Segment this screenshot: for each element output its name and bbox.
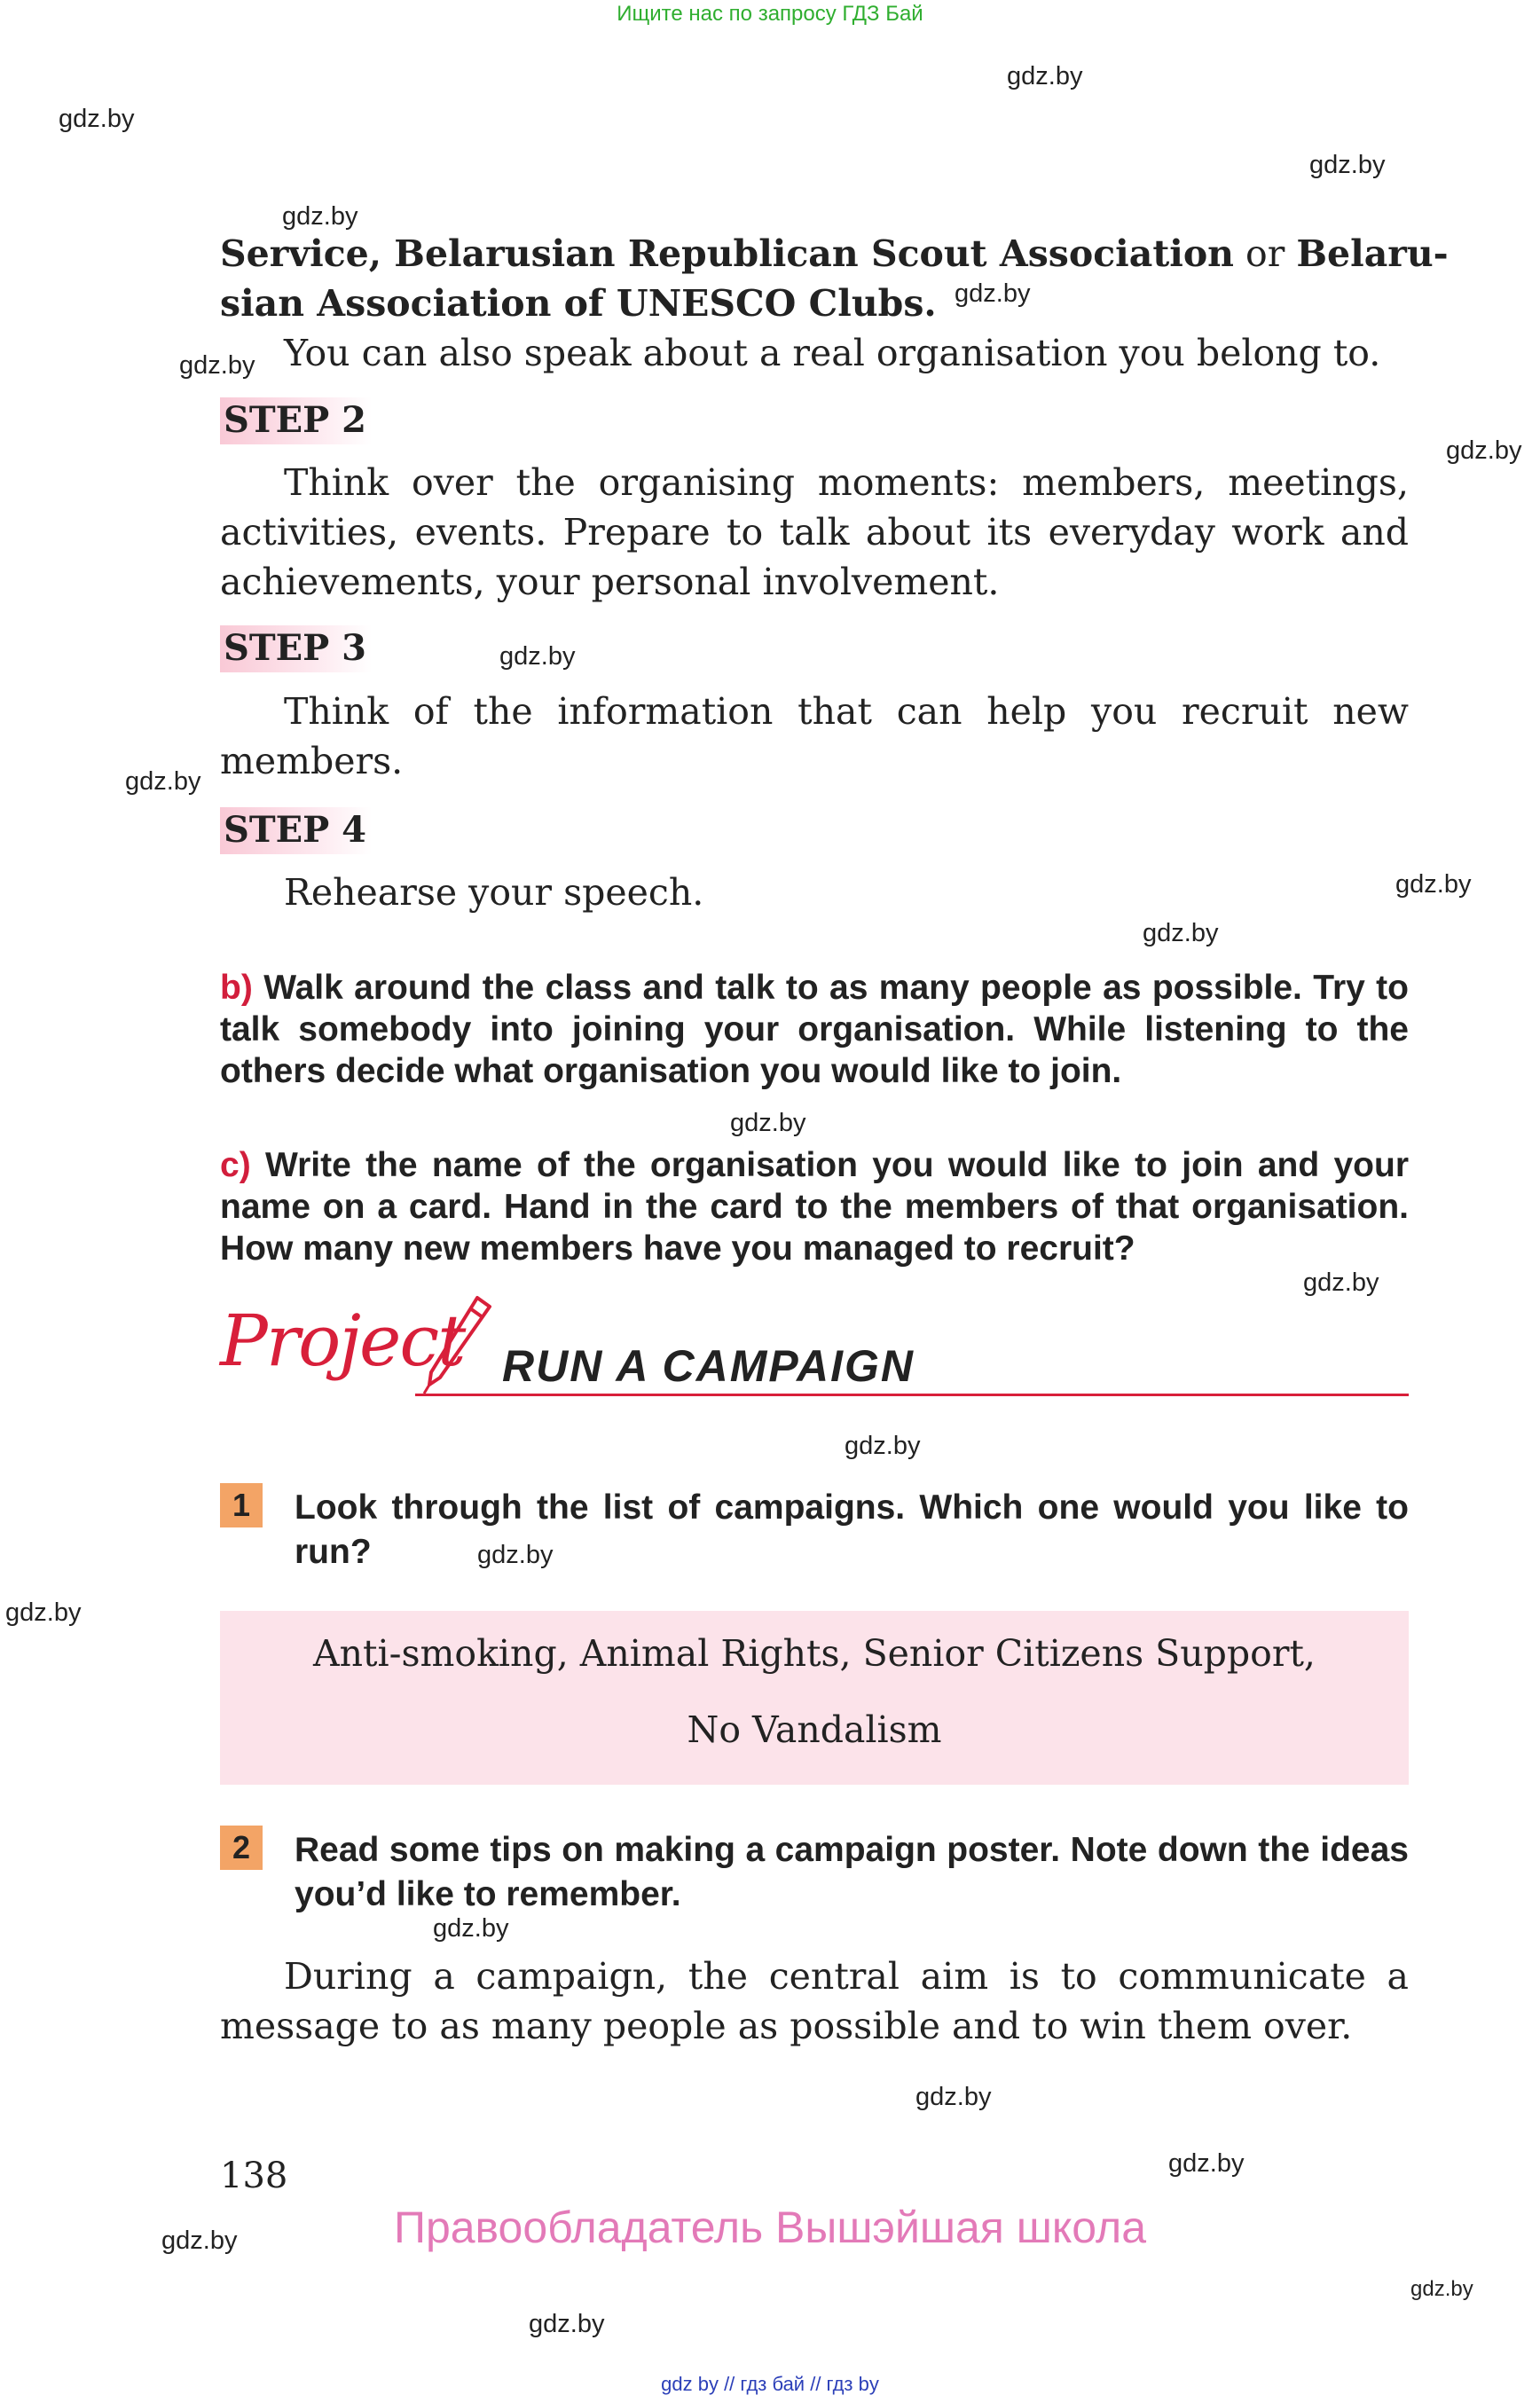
intro-bold-b: Belaru-	[1296, 232, 1449, 275]
intro-or: or	[1245, 232, 1285, 275]
watermark: gdz.by	[529, 2310, 605, 2338]
watermark: gdz.by	[282, 202, 358, 231]
watermark: gdz.by	[1395, 870, 1472, 899]
watermark: gdz.by	[1143, 919, 1219, 947]
watermark: gdz.by	[845, 1432, 921, 1460]
watermark: gdz.by	[161, 2226, 238, 2255]
watermark: gdz.by	[59, 105, 135, 133]
closing-paragraph: During a campaign, the central aim is to communicate a message to as many people as possible and to win them over.	[220, 1955, 1409, 2047]
intro-line-1	[220, 229, 1449, 279]
page-number: 138	[220, 2156, 288, 2196]
watermark: gdz.by	[5, 1598, 82, 1627]
exercise-2-number: 2	[220, 1826, 263, 1870]
project-word: Project	[220, 1300, 465, 1382]
project-underline	[415, 1394, 1409, 1396]
watermark: gdz.by	[179, 351, 255, 380]
watermark: gdz.by	[433, 1914, 509, 1943]
pen-icon	[415, 1292, 495, 1399]
watermark: gdz.by	[955, 279, 1031, 308]
task-b-text: Walk around the class and talk to as many people as possible. Try to talk somebody into joining your organisation. While listening to the others decide what organisation you would like to join.	[220, 969, 1409, 1090]
watermark: gdz.by	[1007, 62, 1083, 90]
intro-bold-a: Service, Belarusian Republican Scout Association	[220, 232, 1234, 275]
task-b-letter: b)	[220, 969, 253, 1007]
task-c-letter: c)	[220, 1146, 251, 1184]
watermark: gdz.by	[477, 1541, 554, 1569]
watermark: gdz.by	[1410, 2277, 1473, 2301]
watermark: gdz.by	[499, 642, 576, 671]
step-2-text: Think over the organising moments: members, meetings, activities, events. Prepare to talk about its everyday work and achievements, your personal involvement.	[220, 461, 1409, 603]
intro-line-2: sian Association of UNESCO Clubs.	[220, 282, 937, 325]
step-3-text: Think of the information that can help you recruit new members.	[220, 690, 1409, 782]
intro-line-3: You can also speak about a real organisation you belong to.	[284, 332, 1381, 374]
watermark: gdz.by	[915, 2083, 992, 2111]
copyright: Правообладатель Вышэйшая школа	[394, 2203, 1146, 2252]
campaigns-line-2: No Vandalism	[687, 1708, 942, 1751]
project-header	[220, 1291, 1409, 1415]
exercise-2-text: Read some tips on making a campaign poster. Note down the ideas you’d like to remember.	[295, 1831, 1409, 1913]
watermark: gdz.by	[730, 1109, 806, 1137]
exercise-1-number: 1	[220, 1483, 263, 1527]
campaigns-box	[220, 1611, 1409, 1785]
step-4-label: STEP 4	[220, 807, 372, 854]
step-2-label: STEP 2	[220, 397, 372, 444]
task-c	[220, 1144, 1409, 1269]
step-4-text: Rehearse your speech.	[284, 871, 704, 914]
footer-links[interactable]: gdz by // гдз бай // гдз by	[661, 2373, 879, 2395]
step-3-label: STEP 3	[220, 625, 372, 672]
task-c-text: Write the name of the organisation you would like to join and your name on a card. Hand in the card to the members of that organisation. How many new members have you managed to recruit?	[220, 1146, 1409, 1268]
exercise-1-text: Look through the list of campaigns. Which one would you like to run?	[295, 1488, 1409, 1571]
top-banner: Ищите нас по запросу ГДЗ Бай	[617, 2, 923, 26]
watermark: gdz.by	[125, 767, 201, 796]
watermark: gdz.by	[1446, 436, 1522, 465]
watermark: gdz.by	[1168, 2149, 1245, 2178]
watermark: gdz.by	[1303, 1268, 1379, 1297]
watermark: gdz.by	[1309, 151, 1386, 179]
project-title: RUN A CAMPAIGN	[502, 1341, 915, 1391]
task-b	[220, 967, 1409, 1092]
campaigns-line-1: Anti-smoking, Animal Rights, Senior Citizens Support,	[313, 1632, 1316, 1675]
